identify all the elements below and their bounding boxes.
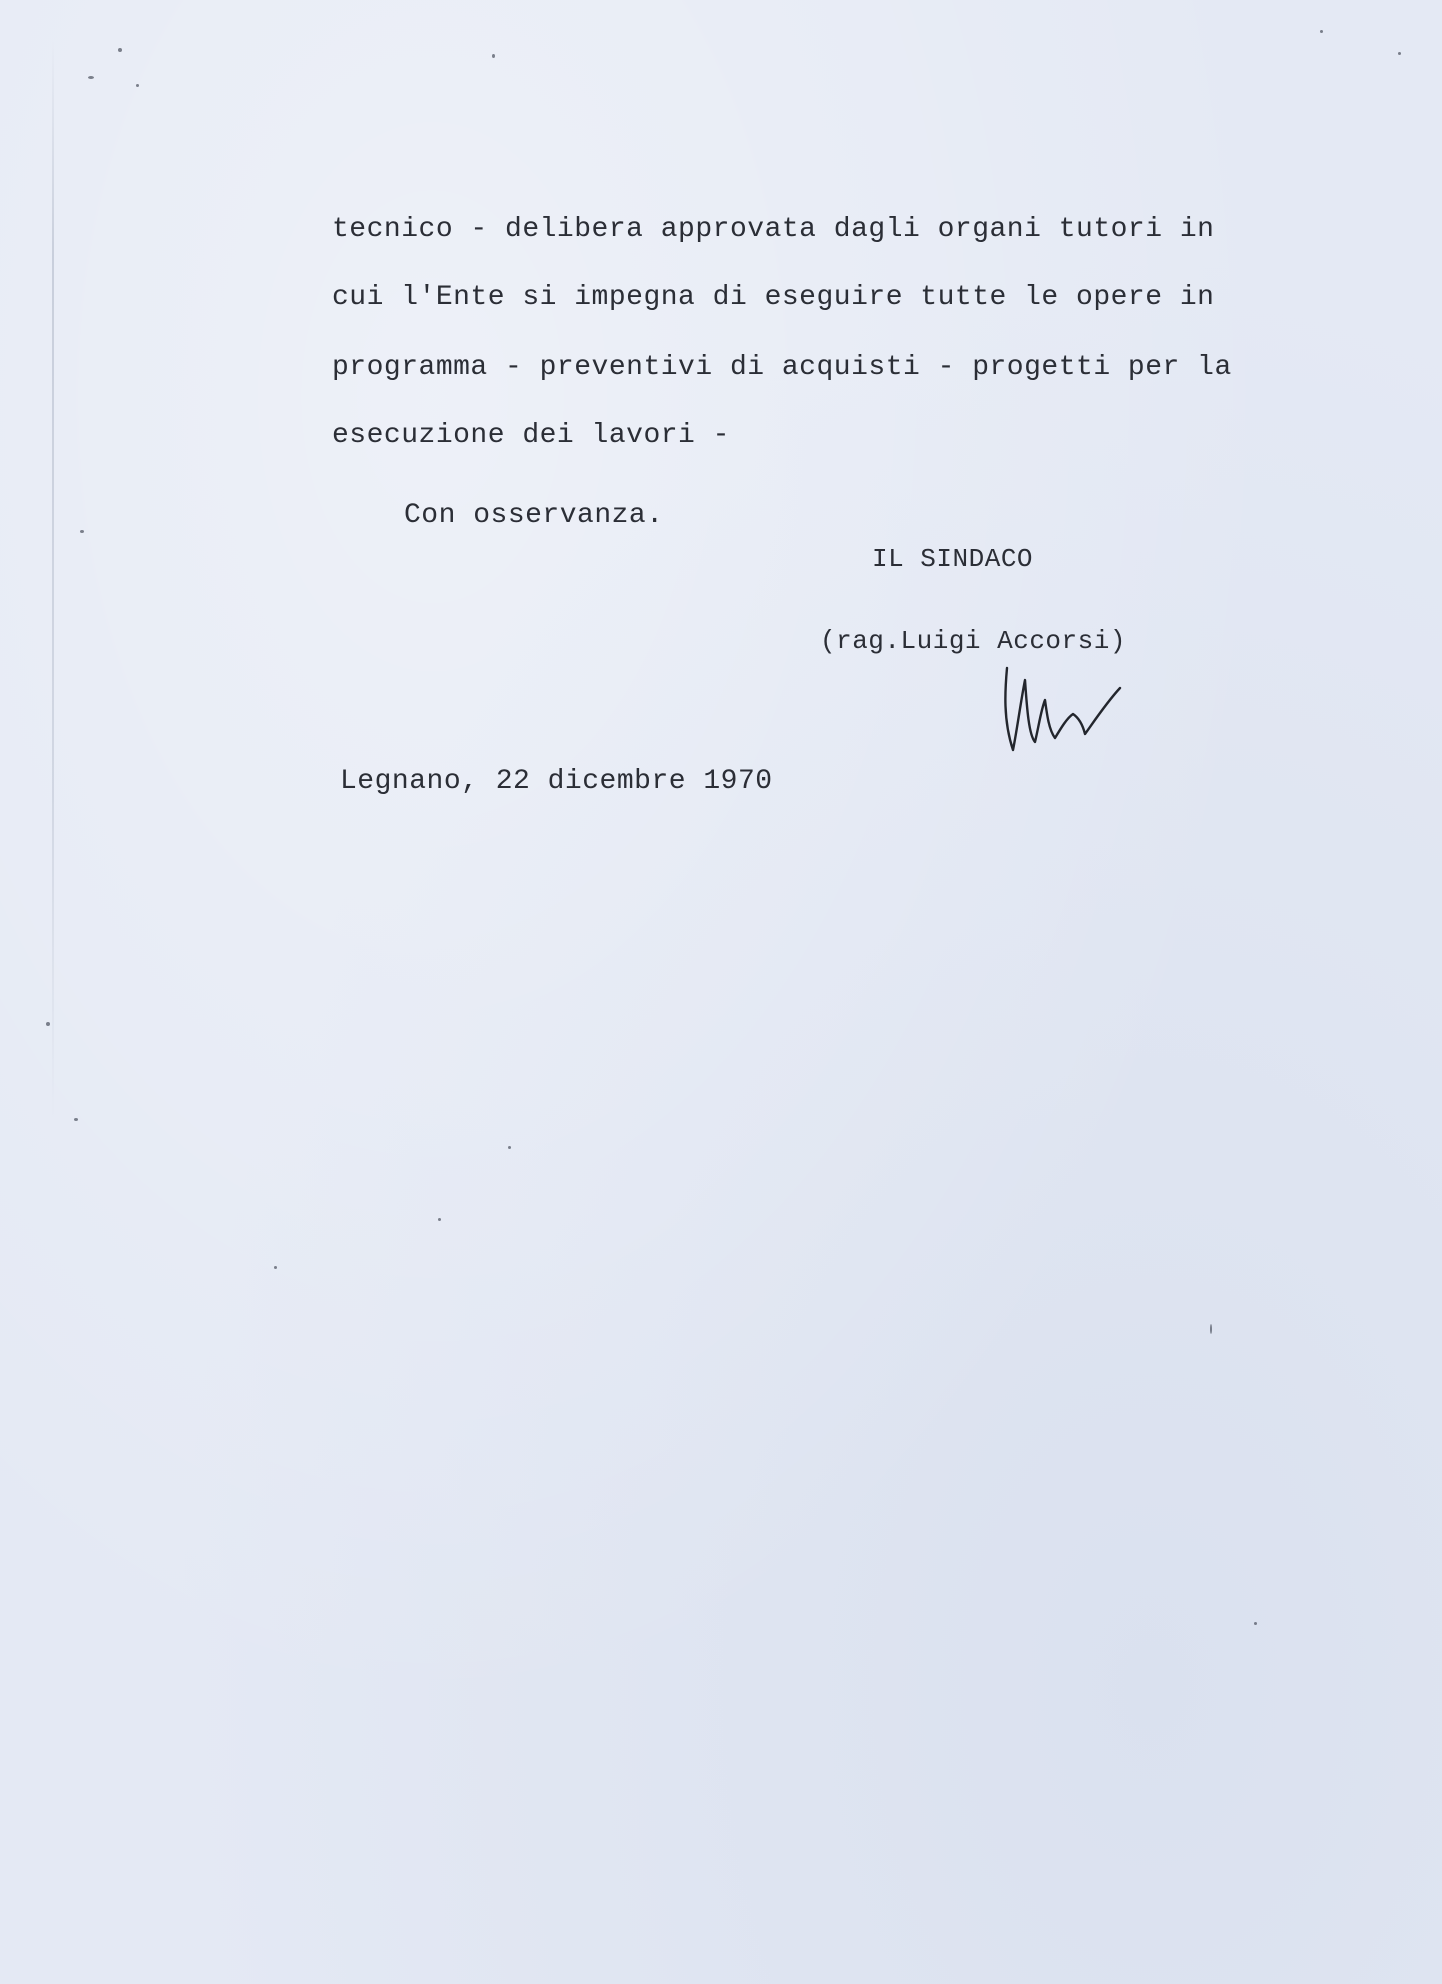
signatory-title: IL SINDACO: [872, 544, 1034, 574]
scan-speck: [1254, 1622, 1257, 1625]
signatory-name: (rag.Luigi Accorsi): [820, 626, 1126, 656]
body-line-3: programma - preventivi di acquisti - progetti per la: [332, 352, 1232, 383]
scan-speck: [438, 1218, 441, 1221]
scan-speck: [80, 530, 84, 533]
body-line-1: tecnico - delibera approvata dagli organi tutori in: [332, 214, 1215, 245]
handwritten-signature: [995, 660, 1125, 760]
scan-speck: [492, 54, 495, 58]
scan-speck: [88, 76, 94, 79]
scan-speck: [136, 84, 139, 87]
place-and-date: Legnano, 22 dicembre 1970: [340, 766, 773, 797]
scan-speck: [1210, 1324, 1212, 1334]
scan-speck: [118, 48, 122, 52]
scan-speck: [508, 1146, 511, 1149]
scan-speck: [74, 1118, 78, 1121]
scan-speck: [46, 1022, 50, 1026]
body-line-2: cui l'Ente si impegna di eseguire tutte le opere in: [332, 282, 1215, 313]
closing-salutation: Con osservanza.: [404, 500, 664, 531]
scan-speck: [274, 1266, 277, 1269]
body-line-4: esecuzione dei lavori -: [332, 420, 730, 451]
scan-speck: [1398, 52, 1401, 55]
page-fold-edge: [52, 40, 54, 1120]
scan-speck: [1320, 30, 1323, 33]
